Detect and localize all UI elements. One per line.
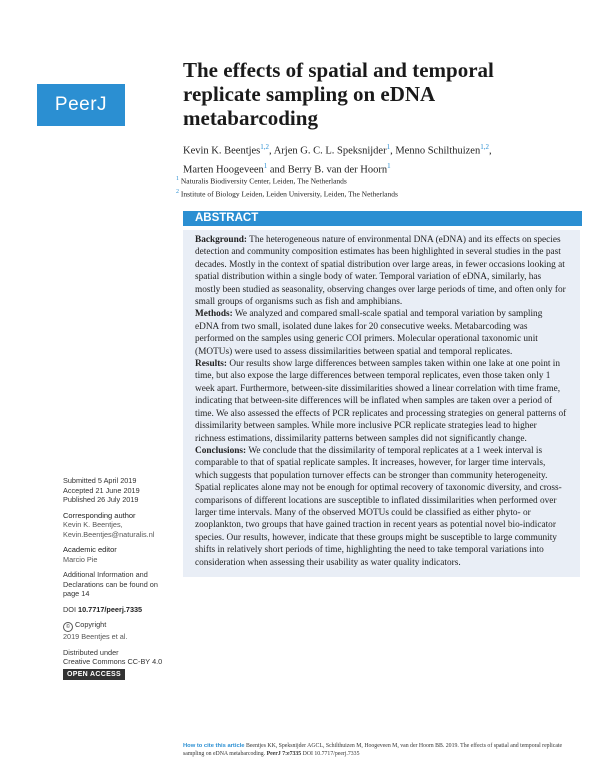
author-name[interactable]: Arjen G. C. L. Speksnijder <box>273 145 387 157</box>
copyright-label: Copyright <box>75 620 107 629</box>
citation-ref: 7:e7335 <box>282 751 302 757</box>
copyright-icon: © <box>63 622 73 632</box>
corresponding-author-label: Corresponding author <box>63 510 136 520</box>
author-affil-sup: 1 <box>263 161 268 170</box>
abstract-conclusions: Conclusions: We conclude that the dissimilarity of temporal replicates at a 1 week interval is comparable to that of spatial replicate samples. It increases, however, for larger time intervals, which suggests that population turnover effects can be stronger than community heterogeneity. Spatial replicates alone may not be enough for optimal recovery of taxonomic diversity, and cross-comparisons of different locations are susceptible to inflated dissimilarities when performed over larger time intervals. Many of the observed MOTUs could be classified as either phyto- or zooplankton, two groups that have gained traction in recent years as potential novel bio-indicator species. Our results, however, indicate that these groups might be susceptible to large community shifts in relatively short periods of time, highlighting the need to take temporal variations into consideration when assessing their usability as water quality indicators. <box>195 445 562 568</box>
affiliation: $^1$ Naturalis Biodiversity Center, Leiden, The Netherlands <box>176 176 347 186</box>
how-to-cite-label: How to cite this article <box>183 743 245 749</box>
abstract-heading: ABSTRACT <box>183 211 582 226</box>
article-title: The effects of spatial and temporal replicate sampling on eDNA metabarcoding <box>183 58 494 130</box>
affiliation: $^2$ Institute of Biology Leiden, Leiden University, Leiden, The Netherlands <box>176 188 398 198</box>
article-info-sidebar <box>63 476 173 686</box>
academic-editor-label: Academic editor <box>63 545 117 554</box>
corresponding-author <box>63 511 173 540</box>
academic-editor <box>63 545 173 564</box>
copyright-holder: 2019 Beentjes et al. <box>63 632 128 641</box>
corresponding-author-name: Kevin K. Beentjes, <box>63 520 123 529</box>
dates <box>63 476 173 505</box>
license <box>63 648 173 681</box>
author-name[interactable]: Menno Schilthuizen <box>395 145 481 157</box>
accepted-date: Accepted 21 June 2019 <box>63 485 140 495</box>
abstract-methods: Methods: We analyzed and compared small-scale spatial and temporal variation by sampling eDNA from two small, isolated dune lakes for 20 consecutive weeks. Metabarcoding was performed on the samples using generic COI primers. Molecular operational taxonomic unit (MOTUs) were used to assess dissimilarities between spatial and temporal replicates. <box>195 309 543 357</box>
author-name[interactable]: Berry B. van der Hoorn <box>287 164 388 175</box>
citation-footer <box>183 742 578 758</box>
academic-editor-name: Marcio Pie <box>63 554 98 564</box>
citation-journal: PeerJ <box>266 751 281 757</box>
corresponding-author-email[interactable]: Kevin.Beentjes@naturalis.nl <box>63 529 155 539</box>
abstract-body <box>183 230 580 577</box>
license-label: Distributed under <box>63 647 119 657</box>
affiliations <box>176 174 576 199</box>
license-link[interactable]: Creative Commons CC-BY 4.0 <box>63 657 163 666</box>
author-affil-sup: 1,2 <box>480 143 489 151</box>
author-list: Kevin K. Beentjes$^{1,2}$, Arjen G. C. L. Speksnijder$^1$, Menno Schilthuizen$^{1,2}$, Marten Hoogeveen$^1$ and Berry B. van der Hoorn$^1$ <box>183 143 492 175</box>
additional-info[interactable]: Additional Information and Declarations can be found on page 14 <box>63 570 158 598</box>
copyright <box>63 620 173 642</box>
published-date: Published 26 July 2019 <box>63 495 139 504</box>
author-name[interactable]: Kevin K. Beentjes <box>183 145 261 157</box>
author-affil-sup: 1 <box>387 161 391 170</box>
open-access-badge: OPEN ACCESS <box>63 669 125 681</box>
abstract-results: Results: Our results show large differences between samples taken within one lake at one point in time, but also expose the large differences between temporal replicates, even those taken only 1 week apart. Furthermore, between-site dissimilarities showed a linear correlation with time frame, indicating that between-site differences will be inflated when samples are taken over a period of time. We also assessed the effects of PCR replicates and processing strategies on general patterns of dissimilarity between samples. While more inclusive PCR replicate strategies lead to higher richness estimations, dissimilarity patterns between samples did not significantly change. <box>195 359 567 444</box>
doi-link: 10.7717/peerj.7335 <box>78 604 143 614</box>
submitted-date: Submitted 5 April 2019 <box>63 476 137 485</box>
author-affil-sup: 1,2 <box>260 143 270 151</box>
abstract-background: Background: The heterogeneous nature of environmental DNA (eDNA) and its effects on species detection and community composition estimates has been highlighted in several studies in the past decades. Mostly in the context of spatial distribution over large areas, in fewer occasions looking at spatial distribution within a single body of water. Temporal variation of eDNA, similarly, has mostly been studied as seasonality, observing changes over large periods of time, and often only for small groups of organisms such as fish and amphibians. <box>195 235 566 308</box>
author-affil-sup: 1 <box>386 143 391 151</box>
author-name[interactable]: Marten Hoogeveen <box>183 164 264 175</box>
peerj-logo[interactable]: PeerJ <box>37 84 125 126</box>
doi[interactable]: DOI 10.7717/peerj.7335 <box>63 604 143 614</box>
citation-doi[interactable]: DOI 10.7717/peerj.7335 <box>302 751 360 757</box>
citation-text: Beentjes KK, Speksnijder AGCL, Schilthuizen M, Hoogeveen M, van der Hoorn BB. 2019. The effects of spatial and temporal replicate sampling on eDNA metabarcoding. <box>183 743 563 757</box>
